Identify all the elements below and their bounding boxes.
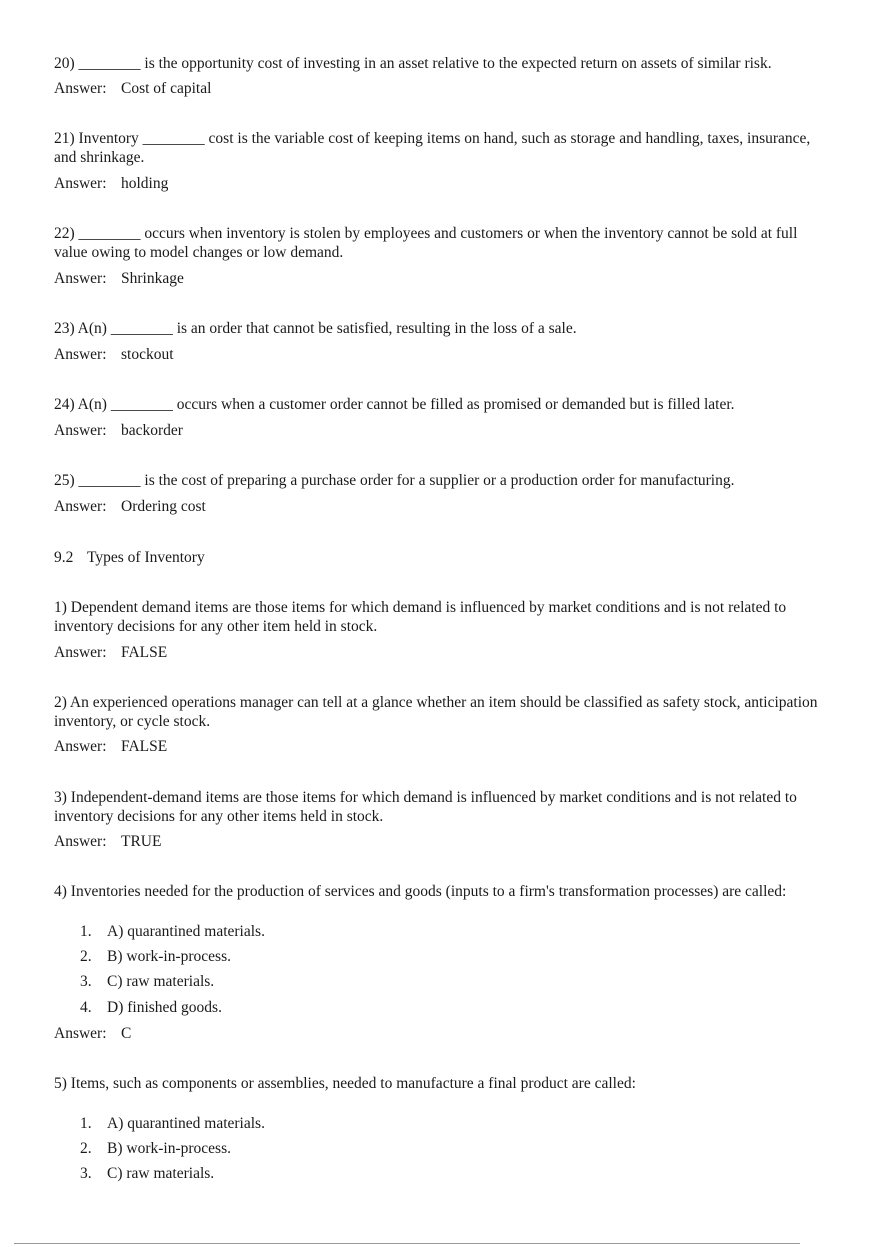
question-21-text: 21) Inventory ________ cost is the variable cost of keeping items on hand, such as storage and handling, taxes, insurance, and shrinkage. [54, 130, 811, 166]
question-s2-text: 2) An experienced operations manager can tell at a glance whether an item should be classified as safety stock, anticipation inventory, or cycle stock. [54, 694, 818, 730]
question-24-answer [54, 421, 183, 440]
answer-value: backorder [121, 422, 183, 439]
answer-label: Answer: [54, 833, 107, 850]
section-heading [54, 548, 205, 567]
question-22-answer [54, 269, 184, 288]
question-21-answer [54, 174, 168, 193]
answer-label: Answer: [54, 80, 107, 97]
answer-label: Answer: [54, 270, 107, 287]
option-number: 2. [80, 1140, 92, 1157]
option-text: D) finished goods. [107, 999, 222, 1016]
option-text: A) quarantined materials. [107, 923, 265, 940]
question-s5-text: 5) Items, such as components or assemblies, needed to manufacture a final product are called: [54, 1075, 636, 1092]
question-s3-answer [54, 832, 161, 851]
option-number: 3. [80, 973, 92, 990]
section-title: Types of Inventory [87, 549, 205, 566]
question-22-text: 22) ________ occurs when inventory is stolen by employees and customers or when the inventory cannot be sold at full value owing to model changes or low demand. [54, 225, 798, 261]
question-24-text: 24) A(n) ________ occurs when a customer order cannot be filled as promised or demanded but is filled later. [54, 396, 735, 413]
question-s1-text: 1) Dependent demand items are those items for which demand is influenced by market conditions and is not related to inventory decisions for any other item held in stock. [54, 599, 787, 635]
answer-value: Ordering cost [121, 498, 206, 515]
section-number: 9.2 [54, 549, 74, 566]
answer-label: Answer: [54, 738, 107, 755]
question-20-answer [54, 79, 211, 98]
answer-value: stockout [121, 346, 174, 363]
answer-label: Answer: [54, 346, 107, 363]
answer-label: Answer: [54, 498, 107, 515]
option-number: 1. [80, 1115, 92, 1132]
question-25-answer [54, 497, 206, 516]
option-number: 1. [80, 923, 92, 940]
option-text: B) work-in-process. [107, 1140, 231, 1157]
question-25-text: 25) ________ is the cost of preparing a purchase order for a supplier or a production order for manufacturing. [54, 472, 735, 489]
answer-value: Cost of capital [121, 80, 212, 97]
answer-label: Answer: [54, 644, 107, 661]
option-text: B) work-in-process. [107, 948, 231, 965]
question-20-text: 20) ________ is the opportunity cost of investing in an asset relative to the expected return on assets of similar risk. [54, 55, 772, 72]
footer-divider [14, 1243, 800, 1244]
option-text: C) raw materials. [107, 1165, 215, 1182]
answer-value: holding [121, 175, 169, 192]
answer-value: Shrinkage [121, 270, 184, 287]
question-s4-answer [54, 1024, 131, 1043]
option-number: 3. [80, 1165, 92, 1182]
option-number: 2. [80, 948, 92, 965]
answer-label: Answer: [54, 1025, 107, 1042]
option-text: A) quarantined materials. [107, 1115, 265, 1132]
question-s2-answer [54, 737, 167, 756]
answer-label: Answer: [54, 422, 107, 439]
answer-value: TRUE [121, 833, 162, 850]
question-s4-text: 4) Inventories needed for the production of services and goods (inputs to a firm's transformation processes) are called: [54, 883, 787, 900]
option-text: C) raw materials. [107, 973, 215, 990]
option-number: 4. [80, 999, 92, 1016]
answer-value: FALSE [121, 738, 168, 755]
question-s1-answer [54, 643, 167, 662]
answer-value: FALSE [121, 644, 168, 661]
answer-label: Answer: [54, 175, 107, 192]
question-s3-text: 3) Independent-demand items are those items for which demand is influenced by market conditions and is not related to inventory decisions for any other items held in stock. [54, 789, 797, 825]
question-23-answer [54, 345, 174, 364]
question-23-text: 23) A(n) ________ is an order that cannot be satisfied, resulting in the loss of a sale. [54, 320, 577, 337]
answer-value: C [121, 1025, 132, 1042]
